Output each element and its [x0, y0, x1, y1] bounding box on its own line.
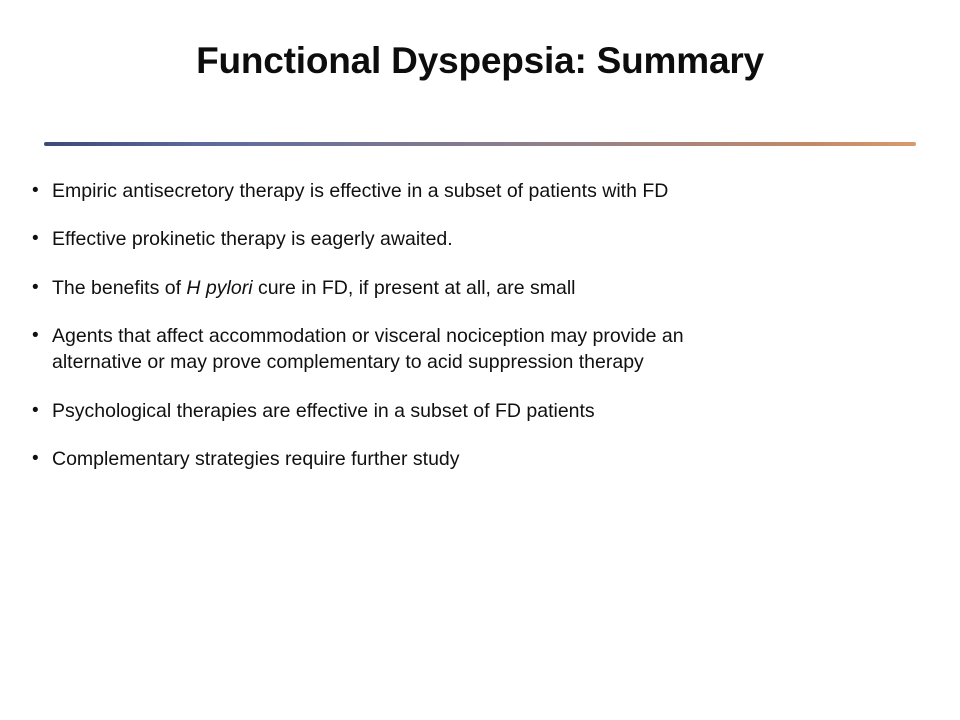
- list-item: [28, 275, 938, 301]
- page-title: Functional Dyspepsia: Summary: [196, 40, 764, 81]
- list-item-text-post: cure in FD, if present at all, are small: [252, 276, 576, 299]
- bullet-marker-icon: •: [32, 180, 39, 201]
- bullet-marker-icon: •: [32, 399, 39, 421]
- list-item-text-pre: The benefits of: [52, 276, 187, 299]
- list-item-text: Empiric antisecretory therapy is effective in a subset of patients with FD: [52, 180, 669, 202]
- list-item-text: [52, 323, 938, 376]
- list-item: [28, 398, 938, 424]
- list-item-text: [52, 275, 938, 301]
- list-item-line-1: Agents that affect accommodation or visceral nociception may provide an: [52, 324, 684, 347]
- bullet-marker-icon: •: [32, 447, 39, 469]
- list-item: [28, 446, 938, 472]
- bullet-marker-icon: •: [32, 324, 39, 346]
- list-item: [28, 226, 938, 252]
- bullet-list: [28, 178, 938, 494]
- list-item-text: Complementary strategies require further study: [52, 447, 460, 470]
- list-item-text: Effective prokinetic therapy is eagerly awaited.: [52, 228, 453, 251]
- list-item: [28, 178, 938, 204]
- bullet-marker-icon: •: [32, 276, 39, 298]
- title-divider-rule: [44, 142, 916, 146]
- bullet-marker-icon: •: [32, 228, 39, 250]
- list-item-line-2: alternative or may prove complementary to acid suppression therapy: [52, 351, 644, 374]
- list-item: [28, 323, 938, 376]
- list-item-text-italic: H pylori: [186, 276, 253, 299]
- list-item-text: Psychological therapies are effective in a subset of FD patients: [52, 399, 595, 422]
